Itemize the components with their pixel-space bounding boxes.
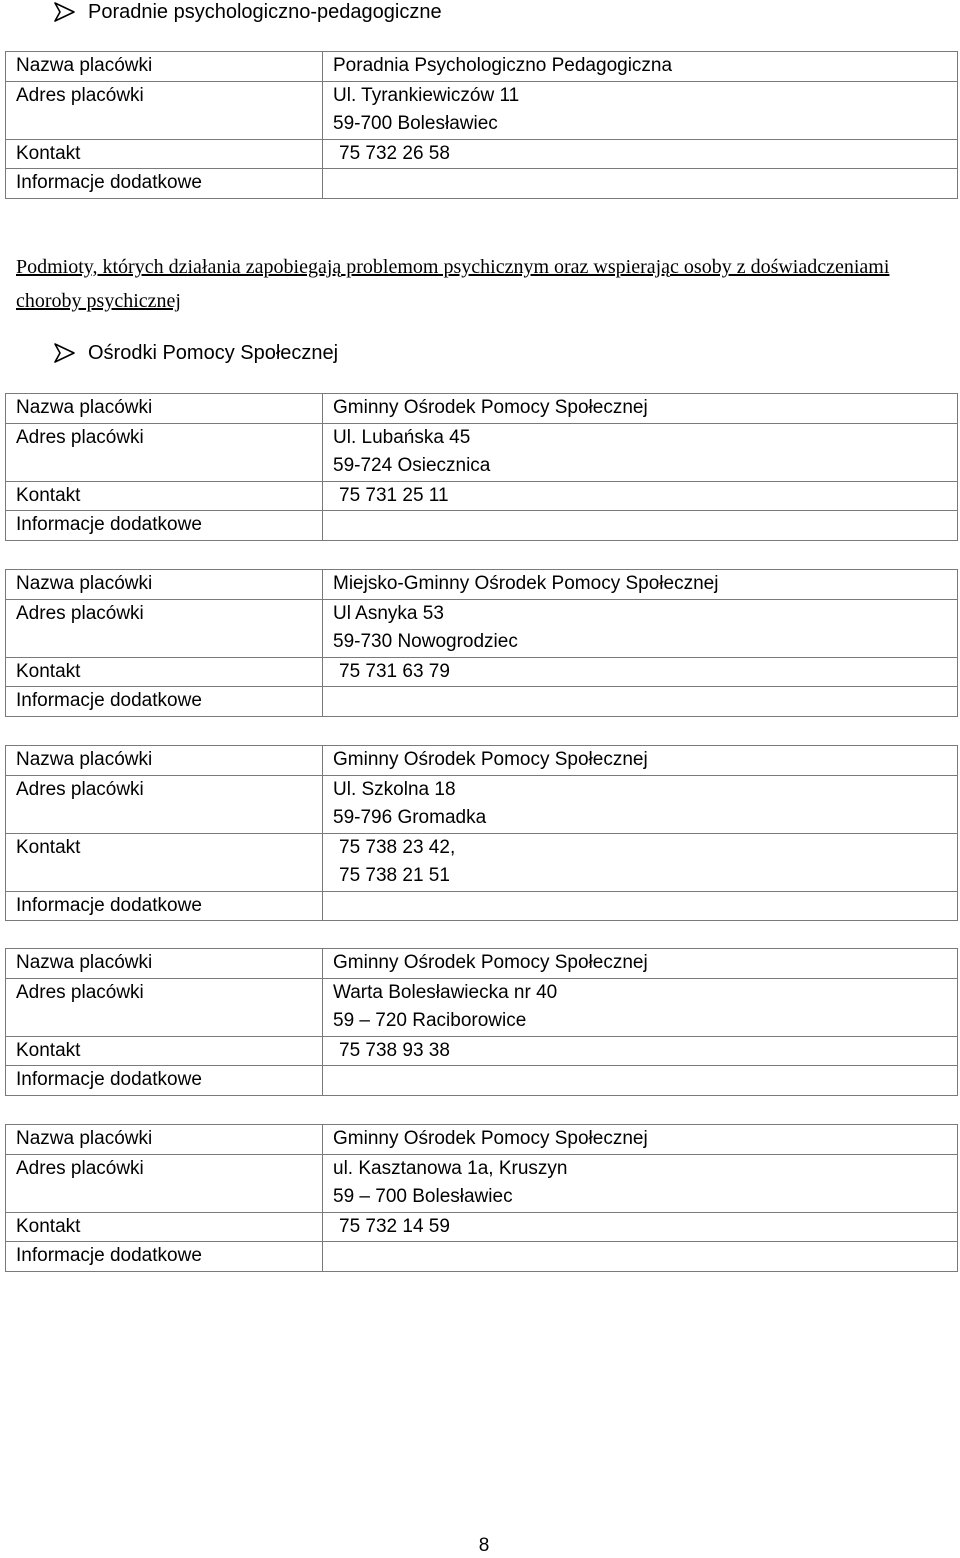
value-contact <box>323 139 958 169</box>
section-heading-poradnie <box>52 0 442 24</box>
entry-table-2 <box>5 393 958 541</box>
address-line: 59-796 Gromadka <box>333 807 487 828</box>
value-info <box>323 891 958 921</box>
contact-line: 75 731 63 79 <box>339 660 450 682</box>
address-line: Warta Bolesławiecka nr 40 <box>333 981 558 1003</box>
value-contact <box>323 833 958 891</box>
contact-line: 75 738 21 51 <box>339 865 450 886</box>
value-name: Miejsko-Gminny Ośrodek Pomocy Społecznej <box>323 570 958 600</box>
contact-line: 75 738 93 38 <box>339 1039 450 1061</box>
value-info <box>323 1242 958 1272</box>
entry-table-4 <box>5 745 958 921</box>
table-row <box>6 423 958 481</box>
label-name: Nazwa placówki <box>6 570 323 600</box>
label-address: Adres placówki <box>6 423 323 481</box>
table-row <box>6 687 958 717</box>
address-line: 59-724 Osiecznica <box>333 455 491 476</box>
label-contact: Kontakt <box>6 1036 323 1066</box>
label-contact: Kontakt <box>6 1212 323 1242</box>
value-address <box>323 1154 958 1212</box>
value-name: Gminny Ośrodek Pomocy Społecznej <box>323 746 958 776</box>
label-address: Adres placówki <box>6 978 323 1036</box>
address-line: Ul. Lubańska 45 <box>333 426 471 448</box>
entry-table-3 <box>5 569 958 717</box>
value-contact <box>323 1212 958 1242</box>
value-address <box>323 81 958 139</box>
entry-table-5 <box>5 948 958 1096</box>
table-row <box>6 891 958 921</box>
table-row <box>6 949 958 979</box>
contact-line: 75 731 25 11 <box>339 484 449 506</box>
value-address <box>323 423 958 481</box>
page-number: 8 <box>478 1535 490 1556</box>
value-contact <box>323 657 958 687</box>
label-contact: Kontakt <box>6 833 323 891</box>
section-heading-osrodki <box>52 341 338 365</box>
value-address <box>323 775 958 833</box>
table-row <box>6 1036 958 1066</box>
table-row <box>6 599 958 657</box>
section-heading-text: Poradnie psychologiczno-pedagogiczne <box>88 1 442 23</box>
address-line: 59-730 Nowogrodziec <box>333 631 518 652</box>
value-contact <box>323 1036 958 1066</box>
contact-line: 75 738 23 42, <box>339 836 456 858</box>
label-address: Adres placówki <box>6 775 323 833</box>
value-name: Poradnia Psychologiczno Pedagogiczna <box>323 52 958 82</box>
table-row <box>6 1154 958 1212</box>
label-name: Nazwa placówki <box>6 949 323 979</box>
label-name: Nazwa placówki <box>6 52 323 82</box>
address-line: 59 – 720 Raciborowice <box>333 1010 527 1031</box>
table-row <box>6 81 958 139</box>
table-row <box>6 833 958 891</box>
value-name: Gminny Ośrodek Pomocy Społecznej <box>323 1125 958 1155</box>
table-row <box>6 746 958 776</box>
label-contact: Kontakt <box>6 481 323 511</box>
value-contact <box>323 481 958 511</box>
section-heading-text: Ośrodki Pomocy Społecznej <box>88 342 339 364</box>
label-info: Informacje dodatkowe <box>6 511 323 541</box>
value-name: Gminny Ośrodek Pomocy Społecznej <box>323 949 958 979</box>
label-address: Adres placówki <box>6 81 323 139</box>
address-line: Ul. Szkolna 18 <box>333 778 456 800</box>
address-line: Ul. Tyrankiewiczów 11 <box>333 84 520 106</box>
label-name: Nazwa placówki <box>6 394 323 424</box>
label-contact: Kontakt <box>6 139 323 169</box>
table-row <box>6 394 958 424</box>
label-info: Informacje dodatkowe <box>6 891 323 921</box>
table-row <box>6 1066 958 1096</box>
table-row <box>6 1242 958 1272</box>
label-address: Adres placówki <box>6 1154 323 1212</box>
label-info: Informacje dodatkowe <box>6 687 323 717</box>
address-line: ul. Kasztanowa 1a, Kruszyn <box>333 1157 568 1179</box>
value-address <box>323 978 958 1036</box>
value-info <box>323 511 958 541</box>
table-row <box>6 775 958 833</box>
label-name: Nazwa placówki <box>6 746 323 776</box>
label-info: Informacje dodatkowe <box>6 1066 323 1096</box>
table-row <box>6 481 958 511</box>
value-info <box>323 169 958 199</box>
table-row <box>6 1125 958 1155</box>
address-line: 59 – 700 Bolesławiec <box>333 1186 513 1207</box>
table-row <box>6 169 958 199</box>
table-row <box>6 978 958 1036</box>
table-row <box>6 657 958 687</box>
table-row <box>6 570 958 600</box>
address-line: 59-700 Bolesławiec <box>333 113 498 134</box>
table-row <box>6 139 958 169</box>
label-name: Nazwa placówki <box>6 1125 323 1155</box>
entry-table-1 <box>5 51 958 199</box>
value-info <box>323 1066 958 1096</box>
arrowhead-bullet-icon <box>52 342 78 364</box>
arrowhead-bullet-icon <box>52 1 78 23</box>
value-name: Gminny Ośrodek Pomocy Społecznej <box>323 394 958 424</box>
label-info: Informacje dodatkowe <box>6 169 323 199</box>
address-line: Ul Asnyka 53 <box>333 602 444 624</box>
table-row <box>6 1212 958 1242</box>
label-address: Adres placówki <box>6 599 323 657</box>
table-row <box>6 52 958 82</box>
label-info: Informacje dodatkowe <box>6 1242 323 1272</box>
table-row <box>6 511 958 541</box>
entry-table-6 <box>5 1124 958 1272</box>
value-address <box>323 599 958 657</box>
intro-heading: Podmioty, których działania zapobiegają problemom psychicznym oraz wspierając osoby z doświadczeniami choroby psychicznej <box>16 256 890 312</box>
label-contact: Kontakt <box>6 657 323 687</box>
value-info <box>323 687 958 717</box>
contact-line: 75 732 26 58 <box>339 142 450 164</box>
contact-line: 75 732 14 59 <box>339 1215 450 1237</box>
